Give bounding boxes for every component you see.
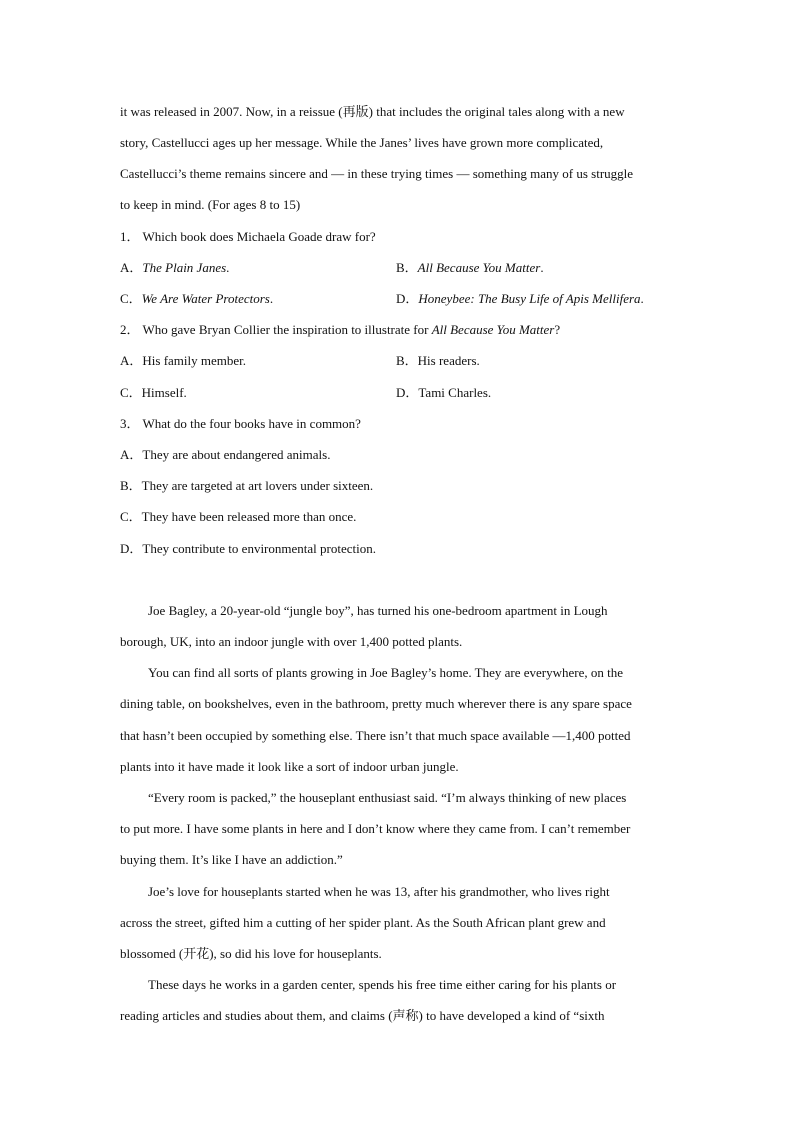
- question-3-option-a: [120, 447, 330, 463]
- option-letter: B．: [120, 478, 142, 493]
- option-text: The Plain Janes: [142, 260, 227, 275]
- passage-b-p2-line: You can find all sorts of plants growing in Joe Bagley’s home. They are everywhere, on the: [148, 665, 624, 680]
- option-text: His readers.: [417, 353, 480, 368]
- option-text: They are targeted at art lovers under sixteen.: [141, 478, 374, 493]
- stem-suffix: ?: [554, 322, 561, 337]
- passage-b-p4-line: blossomed (开花), so did his love for houseplants.: [120, 946, 382, 961]
- option-suffix: .: [269, 291, 274, 306]
- passage-b-p4-line: across the street, gifted him a cutting of her spider plant. As the South African plant grew and: [120, 915, 606, 930]
- option-letter: A．: [120, 353, 143, 368]
- question-1-option-d: [396, 291, 644, 307]
- passage-b-p3-line: to put more. I have some plants in here and I don’t know where they came from. I can’t remember: [120, 821, 631, 836]
- question-2-option-c: [120, 385, 187, 401]
- option-letter: C．: [120, 291, 142, 306]
- passage-b-p1-line: Joe Bagley, a 20-year-old “jungle boy”, has turned his one-bedroom apartment in Lough: [148, 603, 608, 618]
- option-letter: D．: [120, 541, 143, 556]
- question-1-stem: 1． Which book does Michaela Goade draw for?: [120, 229, 376, 244]
- option-letter: C．: [120, 509, 142, 524]
- question-3-stem: 3． What do the four books have in common?: [120, 416, 361, 431]
- option-text: They contribute to environmental protection.: [142, 541, 376, 556]
- option-letter: B．: [396, 260, 418, 275]
- passage-a-line: it was released in 2007. Now, in a reissue (再版) that includes the original tales along with a new: [120, 104, 625, 119]
- option-text: His family member.: [142, 353, 247, 368]
- option-letter: A．: [120, 260, 143, 275]
- passage-b-p2-line: that hasn’t been occupied by something else. There isn’t that much space available —1,400 potted: [120, 728, 631, 743]
- option-suffix: .: [640, 291, 644, 306]
- passage-b-p3-line: “Every room is packed,” the houseplant enthusiast said. “I’m always thinking of new places: [148, 790, 627, 805]
- question-1-option-b: [396, 260, 544, 276]
- option-suffix: .: [540, 260, 544, 275]
- passage-b-p3-line: buying them. It’s like I have an addiction.”: [120, 852, 343, 867]
- option-text: They have been released more than once.: [141, 509, 357, 524]
- stem-title: All Because You Matter: [431, 322, 555, 337]
- passage-b-p2-line: plants into it have made it look like a sort of indoor urban jungle.: [120, 759, 459, 774]
- passage-b-p5-line: reading articles and studies about them, and claims (声称) to have developed a kind of “sixth: [120, 1008, 605, 1023]
- option-letter: D．: [396, 385, 419, 400]
- stem-prefix: 2． Who gave Bryan Collier the inspiration to illustrate for: [120, 322, 432, 337]
- passage-b-p1-line: borough, UK, into an indoor jungle with over 1,400 potted plants.: [120, 634, 463, 649]
- option-letter: A．: [120, 447, 143, 462]
- option-letter: B．: [396, 353, 418, 368]
- passage-a-line: Castellucci’s theme remains sincere and — in these trying times — something many of us struggle: [120, 166, 634, 181]
- option-text: They are about endangered animals.: [142, 447, 331, 462]
- question-2-stem: [120, 322, 560, 338]
- passage-b-p4-line: Joe’s love for houseplants started when he was 13, after his grandmother, who lives right: [148, 884, 610, 899]
- question-2-option-d: [396, 385, 491, 401]
- question-1-option-c: [120, 291, 273, 307]
- option-text: Himself.: [141, 385, 187, 400]
- passage-b-p2-line: dining table, on bookshelves, even in the bathroom, pretty much wherever there is any spare space: [120, 696, 632, 711]
- question-1-option-a: [120, 260, 229, 276]
- question-3-option-c: [120, 509, 356, 525]
- option-text: Honeybee: The Busy Life of Apis Mellifera: [418, 291, 641, 306]
- option-text: We Are Water Protectors: [141, 291, 270, 306]
- passage-a-line: story, Castellucci ages up her message. While the Janes’ lives have grown more complicated,: [120, 135, 604, 150]
- question-3-option-b: [120, 478, 373, 494]
- option-text: All Because You Matter: [417, 260, 541, 275]
- passage-b-p5-line: These days he works in a garden center, spends his free time either caring for his plants or: [148, 977, 617, 992]
- option-letter: D．: [396, 291, 419, 306]
- question-2-option-a: [120, 353, 246, 369]
- question-2-option-b: [396, 353, 480, 369]
- option-suffix: .: [226, 260, 230, 275]
- question-3-option-d: [120, 541, 376, 557]
- option-text: Tami Charles.: [418, 385, 492, 400]
- option-letter: C．: [120, 385, 142, 400]
- passage-a-line: to keep in mind. (For ages 8 to 15): [120, 197, 301, 212]
